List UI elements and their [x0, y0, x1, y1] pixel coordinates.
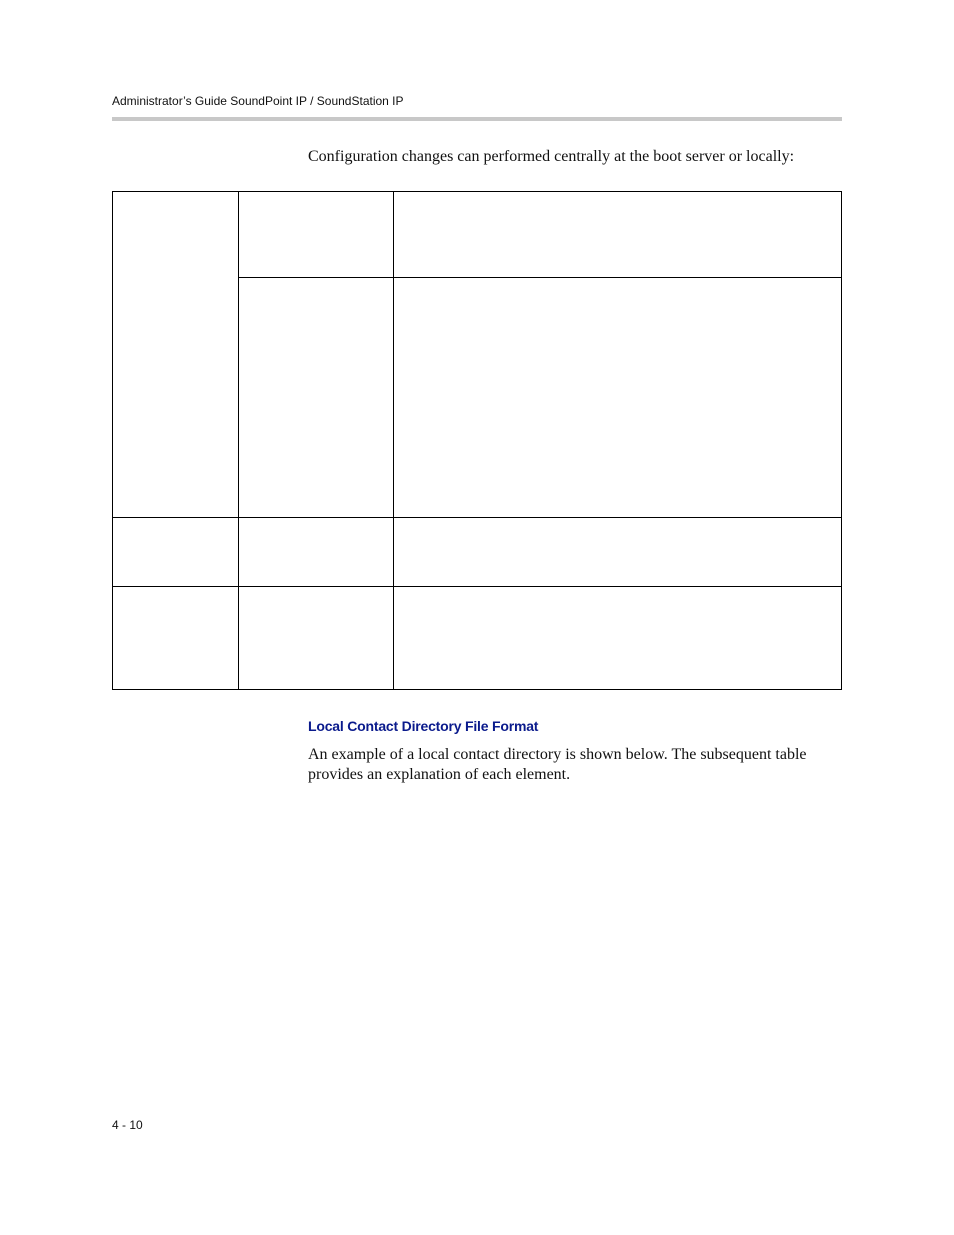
running-header: Administrator’s Guide SoundPoint IP / SoundStation IP	[112, 94, 404, 108]
table-cell	[113, 518, 239, 587]
table-cell	[394, 587, 842, 690]
table-cell	[239, 587, 394, 690]
table-cell	[394, 278, 842, 518]
table-cell	[239, 518, 394, 587]
table-row	[113, 518, 842, 587]
table-cell	[394, 192, 842, 278]
table-cell	[394, 518, 842, 587]
table-cell	[113, 192, 239, 518]
table-row	[113, 587, 842, 690]
header-divider	[112, 117, 842, 121]
intro-text: Configuration changes can performed centrally at the boot server or locally:	[308, 148, 795, 165]
table-cell	[239, 278, 394, 518]
section-heading: Local Contact Directory File Format	[308, 718, 539, 734]
configuration-table	[112, 191, 842, 690]
table-row	[113, 192, 842, 278]
table-cell	[239, 192, 394, 278]
table-cell	[113, 587, 239, 690]
body-paragraph: An example of a local contact directory is shown below. The subsequent table provides an explanation of each element.	[308, 746, 807, 783]
page-number: 4 - 10	[112, 1118, 143, 1132]
